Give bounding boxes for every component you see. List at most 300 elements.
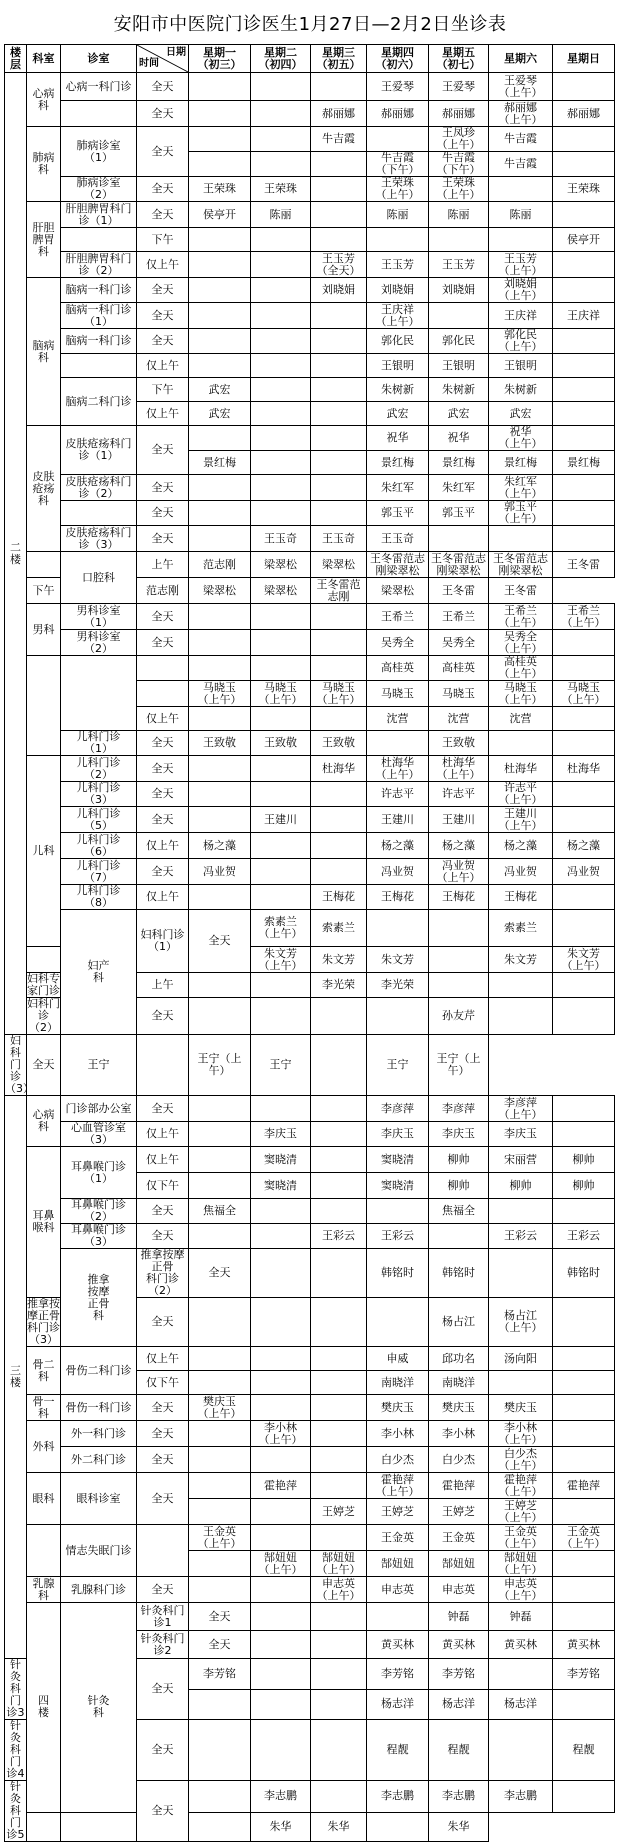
doctor-cell-wed	[311, 378, 367, 402]
doctor-cell-tue	[251, 329, 311, 354]
doctor-cell-tue: 李庆玉	[251, 1122, 311, 1147]
doctor-cell-wed	[311, 152, 367, 177]
doctor-cell-thu	[367, 1298, 429, 1347]
doctor-cell-fri: 武宏	[429, 402, 489, 426]
doctor-cell-sat: 王婷芝 （上午）	[489, 1499, 553, 1525]
time-label: 全天	[137, 426, 189, 475]
doctor-cell-mon: 景红梅	[189, 451, 251, 475]
doctor-cell-thu: 韩铭时	[429, 1249, 489, 1298]
doctor-cell-sun	[553, 1447, 615, 1473]
doctor-cell-wed	[311, 73, 367, 101]
doctor-cell-wed: 梁翠松	[311, 552, 367, 578]
doctor-cell-thu: 王玉芳	[367, 252, 429, 278]
doctor-cell-sat	[367, 1812, 429, 1841]
clinic-label: 脑病一科门诊 （1）	[61, 303, 137, 329]
doctor-cell-sat	[489, 998, 553, 1035]
doctor-cell-sat: 杜海华	[489, 756, 553, 782]
table-row	[5, 885, 615, 910]
doctor-cell-sun	[553, 1395, 615, 1421]
table-row	[5, 278, 615, 303]
doctor-cell-sun: 王冬雷	[489, 578, 553, 604]
doctor-cell-mon	[189, 101, 251, 127]
doctor-cell-sat	[489, 1720, 553, 1781]
header-thu: 星期四 （初六）	[367, 45, 429, 73]
doctor-cell-thu: 李彦萍	[367, 1096, 429, 1122]
doctor-cell-thu: 窦晓清	[367, 1173, 429, 1199]
doctor-cell-fri: 黄买林	[489, 1631, 553, 1659]
time-label: 全天	[137, 1473, 189, 1525]
doctor-cell-mon	[189, 426, 251, 451]
doctor-cell-mon	[27, 947, 61, 973]
time-label: 仅下午	[137, 1371, 189, 1395]
doctor-cell-fri: 王爱琴	[429, 73, 489, 101]
doctor-cell-fri	[429, 303, 489, 329]
doctor-cell-tue: 霍艳萍	[251, 1473, 311, 1499]
doctor-cell-mon: 范志刚	[137, 578, 189, 604]
time-label: 全天	[137, 756, 189, 782]
doctor-cell-fri: 高桂英	[429, 656, 489, 681]
doctor-cell-sat: 黄买林	[553, 1631, 615, 1659]
doctor-cell-mon	[189, 1551, 251, 1577]
doctor-cell-fri: 朱红军	[429, 475, 489, 501]
dept-label: 肺病 科	[27, 127, 61, 202]
doctor-cell-tue	[251, 973, 311, 998]
doctor-cell-sat: 李小林 （上午）	[489, 1421, 553, 1447]
dept-label: 针灸 科	[61, 1603, 137, 1813]
doctor-cell-wed	[311, 807, 367, 833]
clinic-label: 外一科门诊	[61, 1421, 137, 1447]
doctor-cell-sat	[489, 1659, 553, 1690]
doctor-cell-mon	[189, 1720, 251, 1781]
doctor-cell-wed	[311, 1122, 367, 1147]
doctor-cell-tue	[251, 354, 311, 378]
doctor-cell-fri: 郝丽娜	[429, 101, 489, 127]
doctor-cell-wed: 李光荣	[311, 973, 367, 998]
doctor-cell-sat: 王宁	[367, 1035, 429, 1096]
doctor-cell-mon	[189, 1371, 251, 1395]
clinic-label: 儿科门诊 （7）	[61, 859, 137, 885]
doctor-cell-mon	[189, 707, 251, 731]
doctor-cell-fri: 李志鹏	[429, 1781, 489, 1813]
doctor-cell-thu: 王婷芝	[367, 1499, 429, 1525]
doctor-cell-tue	[251, 152, 311, 177]
doctor-cell-sat: 樊庆玉	[489, 1395, 553, 1421]
doctor-cell-sun	[553, 1577, 615, 1603]
doctor-cell-thu	[367, 998, 429, 1035]
dept-label: 乳腺 科	[27, 1577, 61, 1603]
dept-label	[27, 552, 61, 578]
doctor-cell-fri	[429, 228, 489, 252]
clinic-label: 乳腺科门诊	[61, 1577, 137, 1603]
doctor-cell-mon	[189, 973, 251, 998]
doctor-cell-sun	[553, 252, 615, 278]
doctor-cell-mon	[189, 756, 251, 782]
doctor-cell-thu: 王彩云	[367, 1224, 429, 1249]
doctor-cell-sun	[553, 127, 615, 152]
doctor-cell-wed	[311, 630, 367, 656]
doctor-cell-mon: 冯业贺	[189, 859, 251, 885]
doctor-cell-wed	[311, 1781, 367, 1813]
table-row	[5, 859, 615, 885]
time-label: 下午	[27, 578, 61, 604]
doctor-cell-tue	[251, 1224, 311, 1249]
doctor-cell-sat: 陈丽	[489, 202, 553, 228]
time-label: 全天	[137, 807, 189, 833]
doctor-cell-fri: 牛吉霞 （下午）	[429, 152, 489, 177]
doctor-cell-wed	[311, 1298, 367, 1347]
doctor-cell-sat: 郜妞妞 （上午）	[489, 1551, 553, 1577]
time-label: 全天	[137, 604, 189, 630]
doctor-cell-mon	[189, 1499, 251, 1525]
doctor-cell-mon	[189, 252, 251, 278]
doctor-cell-fri: 焦福全	[429, 1199, 489, 1224]
schedule-body	[5, 73, 615, 1842]
doctor-cell-sun: 柳帅	[553, 1173, 615, 1199]
doctor-cell-fri: 王玉芳	[429, 252, 489, 278]
doctor-cell-fri	[311, 1035, 367, 1096]
clinic-label: 肝胆脾胃科门 诊（2）	[61, 252, 137, 278]
table-row	[5, 1224, 615, 1249]
table-row	[5, 833, 615, 859]
doctor-cell-sat	[489, 731, 553, 756]
doctor-cell-sat: 王梅花	[489, 885, 553, 910]
doctor-cell-mon	[189, 1347, 251, 1371]
doctor-cell-wed: 刘晓娟	[311, 278, 367, 303]
doctor-cell-thu: 许志平	[367, 782, 429, 807]
doctor-cell-fri: 邱功名	[429, 1347, 489, 1371]
table-row	[5, 1096, 615, 1122]
doctor-cell-thu: 郝丽娜	[367, 101, 429, 127]
header-tue: 星期二 （初四）	[251, 45, 311, 73]
doctor-cell-thu: 王金英	[367, 1525, 429, 1551]
clinic-label: 儿科门诊 （5）	[61, 807, 137, 833]
doctor-cell-tue	[251, 1395, 311, 1421]
clinic-label	[61, 101, 137, 127]
time-label: 下午	[137, 228, 189, 252]
doctor-cell-fri: 王凤珍 （上午）	[429, 127, 489, 152]
clinic-label: 妇科专家门诊	[27, 972, 60, 997]
doctor-cell-sat: 申志英 （上午）	[489, 1577, 553, 1603]
doctor-cell-tue	[251, 833, 311, 859]
doctor-cell-thu: 霍艳萍 （上午）	[367, 1473, 429, 1499]
doctor-cell-thu: 李芳铭	[367, 1659, 429, 1690]
doctor-cell-tue	[251, 1659, 311, 1690]
doctor-cell-tue	[251, 656, 311, 681]
table-row	[5, 426, 615, 451]
clinic-label: 肝胆脾胃科门 诊（1）	[61, 202, 137, 228]
doctor-cell-sat: 王金英 （上午）	[489, 1525, 553, 1551]
doctor-cell-thu: 王爱琴	[367, 73, 429, 101]
doctor-cell-sat: 杨志洋	[489, 1689, 553, 1720]
doctor-cell-wed: 王彩云	[311, 1224, 367, 1249]
doctor-cell-sat: 朱红军 （上午）	[489, 475, 553, 501]
clinic-label: 针灸科门诊4	[6, 1719, 25, 1780]
clinic-label: 肺病诊室 （1）	[61, 127, 137, 177]
dept-label: 肝胆 脾胃 科	[27, 202, 61, 278]
doctor-cell-mon	[189, 1096, 251, 1122]
doctor-cell-wed	[311, 1447, 367, 1473]
doctor-cell-wed	[311, 1173, 367, 1199]
doctor-cell-fri: 杨志洋	[429, 1689, 489, 1720]
doctor-cell-fri: 申志英	[429, 1577, 489, 1603]
doctor-cell-sun: 王荣珠	[553, 177, 615, 202]
doctor-cell-sat: 武宏	[489, 402, 553, 426]
doctor-cell-sun: 景红梅	[553, 451, 615, 475]
header-mon: 星期一 （初三）	[189, 45, 251, 73]
clinic-label: 推拿按摩正骨 科门诊（2）	[137, 1249, 189, 1298]
doctor-cell-sun: 李芳铭	[553, 1659, 615, 1690]
doctor-cell-thu: 朱华	[251, 1812, 311, 1841]
clinic-label: 耳鼻喉门诊 （1）	[61, 1147, 137, 1199]
doctor-cell-wed	[367, 1603, 429, 1631]
doctor-cell-wed	[311, 707, 367, 731]
doctor-cell-wed: 梁翠松	[251, 578, 311, 604]
doctor-cell-tue	[251, 451, 311, 475]
doctor-cell-mon: 侯亭开	[189, 202, 251, 228]
table-row	[5, 73, 615, 101]
doctor-cell-wed: 申志英 （上午）	[311, 1577, 367, 1603]
doctor-cell-mon: 马晓玉 （上午）	[189, 681, 251, 707]
doctor-cell-sat: 沈营	[489, 707, 553, 731]
doctor-cell-fri: 程靓	[429, 1720, 489, 1781]
doctor-cell-wed	[311, 656, 367, 681]
doctor-cell-mon	[189, 1473, 251, 1499]
clinic-label: 肺病诊室 （2）	[61, 177, 137, 202]
doctor-cell-wed: 黄买林	[367, 1631, 429, 1659]
doctor-cell-mon	[251, 1603, 311, 1631]
doctor-cell-tue	[251, 1577, 311, 1603]
time-label: 全天	[189, 1631, 251, 1659]
doctor-cell-tue	[251, 1199, 311, 1224]
doctor-cell-sun: 朱华	[429, 1812, 489, 1841]
doctor-cell-fri: 索素兰	[489, 910, 553, 947]
time-label: 全天	[137, 177, 189, 202]
doctor-cell-sat: 王玉芳 （上午）	[489, 252, 553, 278]
doctor-cell-sat	[553, 910, 615, 947]
doctor-cell-mon	[189, 1577, 251, 1603]
doctor-cell-thu: 李光荣	[367, 973, 429, 998]
doctor-cell-mon	[189, 1173, 251, 1199]
doctor-cell-mon: 王金英 （上午）	[189, 1525, 251, 1551]
doctor-cell-tue	[251, 1347, 311, 1371]
time-label: 下午	[137, 378, 189, 402]
doctor-cell-tue	[251, 303, 311, 329]
doctor-cell-wed: 马晓玉 （上午）	[311, 681, 367, 707]
doctor-cell-tue: 王建川	[251, 807, 311, 833]
doctor-cell-thu: 樊庆玉	[367, 1395, 429, 1421]
doctor-cell-sun	[553, 402, 615, 426]
table-row	[5, 1035, 615, 1096]
clinic-label: 耳鼻喉门诊 （2）	[61, 1199, 137, 1224]
table-row	[5, 202, 615, 228]
clinic-label: 眼科诊室	[61, 1473, 137, 1525]
table-row	[5, 329, 615, 354]
doctor-cell-wed	[311, 1199, 367, 1224]
doctor-cell-thu: 朱红军	[367, 475, 429, 501]
doctor-cell-thu: 杨之藻	[367, 833, 429, 859]
doctor-cell-tue	[251, 278, 311, 303]
doctor-cell-sun	[553, 1199, 615, 1224]
doctor-cell-sat: 王庆祥	[489, 303, 553, 329]
table-row	[5, 1199, 615, 1224]
doctor-cell-sat	[489, 973, 553, 998]
doctor-cell-tue	[251, 101, 311, 127]
doctor-cell-thu: 王建川	[367, 807, 429, 833]
floor-label: 二 楼	[5, 73, 27, 1035]
doctor-cell-sun	[553, 1421, 615, 1447]
doctor-cell-thu: 程靓	[367, 1720, 429, 1781]
clinic-label: 针灸科门诊2	[137, 1631, 189, 1659]
doctor-cell-sun	[553, 1122, 615, 1147]
doctor-cell-sun	[553, 656, 615, 681]
doctor-cell-tue	[251, 501, 311, 526]
dept-label: 儿科	[27, 756, 61, 947]
doctor-cell-sat: 吴秀全 （上午）	[489, 630, 553, 656]
doctor-cell-tue: 郜妞妞 （上午）	[251, 1551, 311, 1577]
doctor-cell-fri: 杨占江	[429, 1298, 489, 1347]
doctor-cell-fri: 沈营	[429, 707, 489, 731]
doctor-cell-thu: 沈营	[367, 707, 429, 731]
table-row	[5, 127, 615, 152]
doctor-cell-sun	[553, 807, 615, 833]
time-label: 仅上午	[137, 833, 189, 859]
doctor-cell-mon	[189, 329, 251, 354]
table-row	[5, 177, 615, 202]
time-label: 仅上午	[137, 1147, 189, 1173]
header-time-date	[137, 45, 189, 73]
doctor-cell-sun: 侯亭开	[553, 228, 615, 252]
doctor-cell-sat: 朱树新	[489, 378, 553, 402]
doctor-cell-thu: 黄买林	[429, 1631, 489, 1659]
clinic-label: 皮肤疮疡科门 诊（2）	[61, 475, 137, 501]
doctor-cell-mon	[189, 604, 251, 630]
doctor-cell-sat: 王银明	[489, 354, 553, 378]
doctor-cell-thu: 申威	[367, 1347, 429, 1371]
doctor-cell-sat	[489, 526, 553, 552]
time-label: 全天	[137, 501, 189, 526]
doctor-cell-mon	[251, 1631, 311, 1659]
header-time: 时间	[139, 58, 159, 69]
doctor-cell-wed	[367, 910, 429, 947]
doctor-cell-fri: 王荣珠 （上午）	[429, 177, 489, 202]
doctor-cell-sun	[553, 1689, 615, 1720]
doctor-cell-wed: 王宁（上 午）	[189, 1035, 251, 1096]
doctor-cell-sat	[489, 1199, 553, 1224]
dept-label: 心病 科	[27, 1096, 61, 1147]
doctor-cell-fri	[489, 1249, 553, 1298]
doctor-cell-sun	[553, 73, 615, 101]
doctor-cell-wed	[311, 202, 367, 228]
doctor-cell-sat: 杨之藻	[489, 833, 553, 859]
table-row	[5, 252, 615, 278]
doctor-cell-fri: 王冬雷范志 刚梁翠松	[429, 552, 489, 578]
doctor-cell-tue: 梁翠松	[251, 552, 311, 578]
clinic-label: 妇科门诊 （1）	[137, 910, 189, 973]
header-wed: 星期三 （初五）	[311, 45, 367, 73]
dept-label: 骨二 科	[27, 1347, 61, 1395]
doctor-cell-mon	[189, 303, 251, 329]
header-fri: 星期五 （初七）	[429, 45, 489, 73]
doctor-cell-thu: 朱树新	[367, 378, 429, 402]
doctor-cell-tue: 王玉奇	[251, 526, 311, 552]
doctor-cell-mon	[189, 278, 251, 303]
doctor-cell-tue	[137, 1035, 189, 1096]
doctor-cell-wed	[311, 1147, 367, 1173]
table-row	[5, 1603, 615, 1631]
doctor-cell-thu	[429, 910, 489, 947]
doctor-cell-mon: 范志刚	[189, 552, 251, 578]
doctor-cell-fri	[429, 973, 489, 998]
clinic-label: 心病一科门诊	[61, 73, 137, 101]
doctor-cell-sun	[553, 973, 615, 998]
time-label: 全天	[137, 1096, 189, 1122]
time-label: 全天	[137, 1720, 189, 1781]
doctor-cell-wed	[311, 228, 367, 252]
table-row	[5, 731, 615, 756]
doctor-cell-fri: 郭化民	[429, 329, 489, 354]
doctor-cell-fri: 吴秀全	[429, 630, 489, 656]
time-label: 全天	[189, 1249, 251, 1298]
doctor-cell-fri: 钟磊	[489, 1603, 553, 1631]
doctor-cell-mon: 王宁	[61, 1035, 137, 1096]
dept-label: 推拿 按摩 正骨 科	[61, 1249, 137, 1347]
doctor-cell-mon	[189, 656, 251, 681]
doctor-cell-wed	[311, 604, 367, 630]
doctor-cell-thu: 吴秀全	[367, 630, 429, 656]
doctor-cell-wed	[189, 1812, 251, 1841]
doctor-cell-mon	[189, 630, 251, 656]
time-label: 全天	[137, 1577, 189, 1603]
dept-label: 耳鼻 喉科	[27, 1147, 61, 1298]
clinic-label: 男科诊室 （1）	[61, 604, 137, 630]
doctor-cell-mon	[189, 73, 251, 101]
doctor-cell-fri: 李彦萍	[429, 1096, 489, 1122]
doctor-cell-wed	[311, 303, 367, 329]
doctor-cell-tue: 马晓玉 （上午）	[251, 681, 311, 707]
doctor-cell-sun: 王庆祥	[553, 303, 615, 329]
doctor-cell-mon	[189, 526, 251, 552]
doctor-cell-sat: 许志平 （上午）	[489, 782, 553, 807]
table-row	[5, 101, 615, 127]
doctor-cell-wed	[311, 1096, 367, 1122]
doctor-cell-thu: 高桂英	[367, 656, 429, 681]
clinic-label	[61, 501, 137, 526]
doctor-cell-fri: 王金英	[429, 1525, 489, 1551]
clinic-label: 皮肤疮疡科门 诊（3）	[61, 526, 137, 552]
doctor-cell-sat: 白少杰 （上午）	[489, 1447, 553, 1473]
doctor-cell-fri: 南晓洋	[429, 1371, 489, 1395]
dept-label: 外科	[27, 1421, 61, 1473]
doctor-cell-sun	[553, 1298, 615, 1347]
doctor-cell-tue	[251, 885, 311, 910]
doctor-cell-wed	[311, 329, 367, 354]
doctor-cell-mon: 王致敬	[189, 731, 251, 756]
time-label: 全天	[137, 127, 189, 177]
doctor-cell-fri: 柳帅	[429, 1173, 489, 1199]
doctor-cell-mon: 武宏	[189, 378, 251, 402]
doctor-cell-sat: 李庆玉	[489, 1122, 553, 1147]
doctor-cell-tue	[311, 1631, 367, 1659]
doctor-cell-sun	[553, 501, 615, 526]
doctor-cell-thu: 王梅花	[367, 885, 429, 910]
doctor-cell-fri: 王建川	[429, 807, 489, 833]
doctor-cell-fri: 樊庆玉	[429, 1395, 489, 1421]
doctor-cell-sat: 李志鹏	[489, 1781, 553, 1813]
doctor-cell-thu: 申志英	[367, 1577, 429, 1603]
time-label: 全天	[137, 303, 189, 329]
doctor-cell-mon	[27, 1812, 61, 1841]
doctor-cell-mon: 武宏	[189, 402, 251, 426]
